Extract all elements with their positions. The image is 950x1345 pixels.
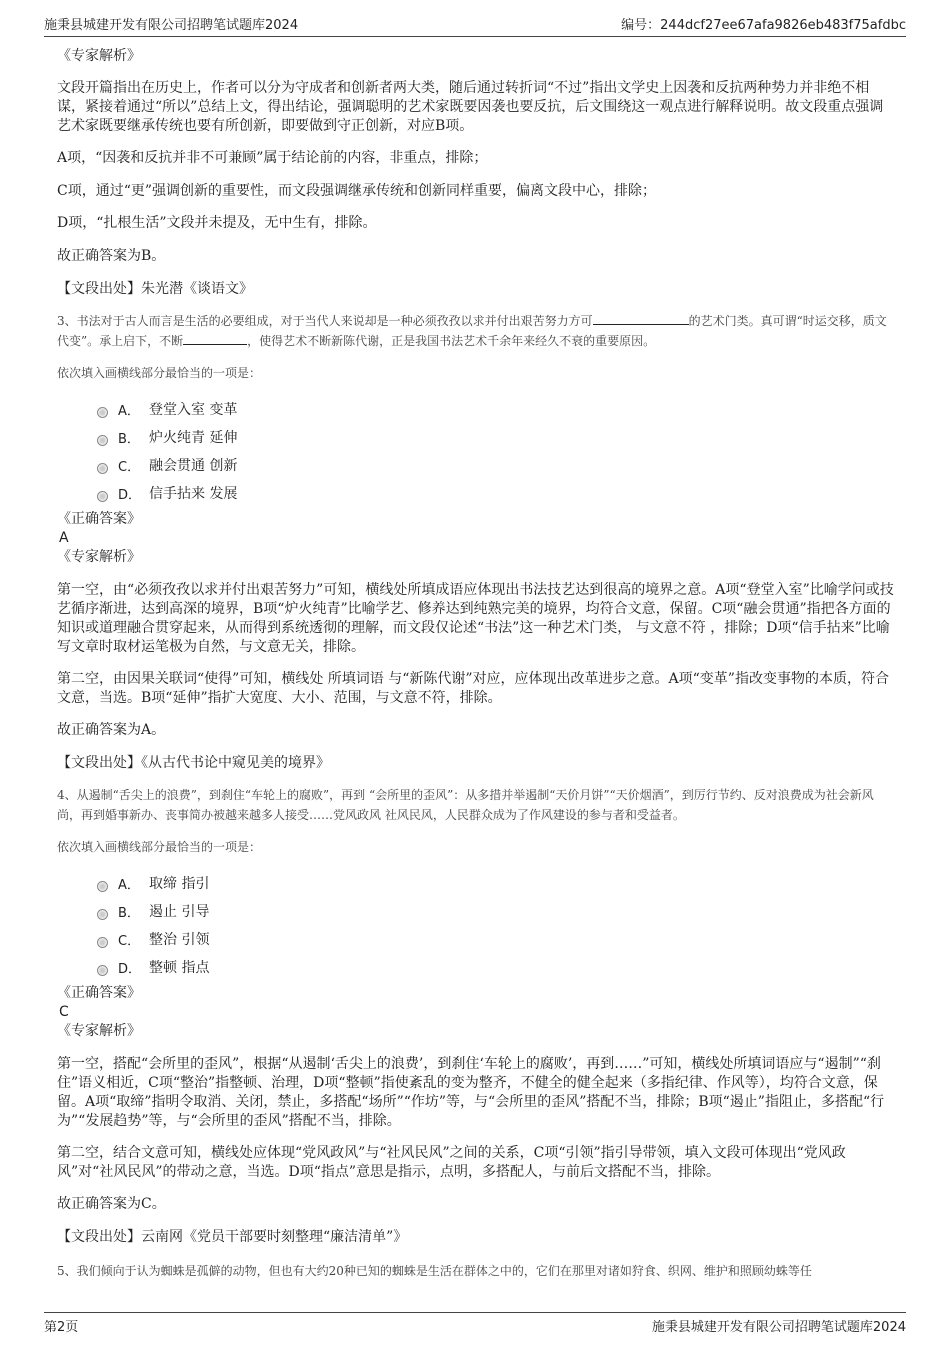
radio-icon[interactable] — [97, 407, 108, 418]
radio-icon[interactable] — [97, 491, 108, 502]
option-list — [97, 869, 897, 981]
question-stem: 4、从遏制“舌尖上的浪费”，到刹住“车轮上的腐败”，再到 “会所里的歪风”：从多措并举遏制“天价月饼”“天价烟酒”，到厉行节约、反对浪费成为社会新风尚，再到婚事新办、丧事简办被越来越多人接受……党风政风 社风民风，人民群众成为了作风建设的参与者和受益者。 — [57, 788, 874, 822]
page-content — [57, 44, 897, 1296]
option-text: 融会贯通 创新 — [149, 458, 238, 474]
source-citation: 【文段出处】《从古代书论中窥见美的境界》 — [57, 755, 330, 771]
question-stem — [57, 311, 897, 351]
header-title: 施秉县城建开发有限公司招聘笔试题库2024 — [44, 18, 299, 33]
analysis-paragraph: 第一空，由“必须孜孜以求并付出艰苦努力”可知，横线处所填成语应体现出书法技艺达到很高的境界之意。A项“登堂入室”比喻学问或技艺循序渐进，达到高深的境界，B项“炉火纯青”比喻学艺、修养达到纯熟完美的境界，均符合文意，保留。C项“融会贯通”指把各方面的知识或道理融合贯穿起来，从而得到系统透彻的理解，而文段仅论述“书法”这一种艺术门类， 与文意不符 ，排除；D项“信手拈来”比喻写文章时取材运笔极为自然，与文意无关，排除。 — [57, 582, 894, 655]
option-text: 信手拈来 发展 — [149, 486, 238, 502]
option-a[interactable] — [97, 395, 897, 423]
option-text: 遏止 引导 — [149, 904, 210, 920]
option-d[interactable] — [97, 479, 897, 507]
page-footer — [44, 1312, 906, 1338]
radio-icon[interactable] — [97, 881, 108, 892]
fill-blank — [183, 332, 247, 345]
radio-icon[interactable] — [97, 463, 108, 474]
answer-heading: 《正确答案》 — [57, 985, 141, 1001]
option-letter: C． — [118, 459, 141, 475]
option-text: 炉火纯青 延伸 — [149, 430, 238, 446]
radio-icon[interactable] — [97, 909, 108, 920]
option-text: 整顿 指点 — [149, 960, 210, 976]
option-letter: B． — [118, 431, 140, 447]
option-c[interactable] — [97, 451, 897, 479]
stem-part: ，使得艺术不断新陈代谢，正是我国书法艺术千余年来经久不衰的重要原因。 — [247, 334, 656, 348]
header-serial: 编号：244dcf27ee67afa9826eb483f75afdbc — [621, 18, 906, 33]
option-letter: D． — [118, 487, 142, 503]
final-answer: 故正确答案为B。 — [57, 248, 166, 264]
stem-part: 3、书法对于古人而言是生活的必要组成，对于当代人来说却是一种必须孜孜以求并付出艰苦努力方可 — [57, 314, 593, 328]
analysis-paragraph: 第一空，搭配“会所里的歪风”，根据“从遏制‘舌尖上的浪费’，到刹住‘车轮上的腐败’，再到……”可知，横线处所填词语应与“遏制”“刹住”语义相近，C项“整治”指整顿、治理，D项“整顿”指使紊乱的变为整齐，不健全的健全起来（多指纪律、作风等），均符合文意，保留。A项“取缔”指明令取消、关闭，禁止，多搭配“场所”“作坊”等，与“会所里的歪风”搭配不当，排除；B项“遏止”指阻止，多搭配“行为”“发展趋势”等，与“会所里的歪风”搭配不当，排除。 — [57, 1056, 885, 1129]
option-text: 登堂入室 变革 — [149, 402, 238, 418]
option-d[interactable] — [97, 953, 897, 981]
question-stem: 5、我们倾向于认为蜘蛛是孤僻的动物，但也有大约20种已知的蜘蛛是生活在群体之中的，它们在那里对诸如狩食、织网、维护和照顾幼蛛等任 — [57, 1264, 812, 1278]
final-answer: 故正确答案为A。 — [57, 722, 166, 738]
question-prompt: 依次填入画横线部分最恰当的一项是： — [57, 366, 262, 380]
option-b[interactable] — [97, 423, 897, 451]
analysis-heading: 《专家解析》 — [57, 48, 141, 64]
option-text: 取缔 指引 — [149, 876, 210, 892]
analysis-paragraph: 第二空，结合文意可知，横线处应体现“党风政风”与“社风民风”之间的关系，C项“引领”指引导带领，填入文段可体现出“党风政风”对“社风民风”的带动之意，当选。D项“指点”意思是指示，点明，多搭配人，与前后文搭配不当，排除。 — [57, 1145, 846, 1180]
radio-icon[interactable] — [97, 965, 108, 976]
final-answer: 故正确答案为C。 — [57, 1196, 166, 1212]
option-letter: A． — [118, 403, 140, 419]
option-a[interactable] — [97, 869, 897, 897]
answer-heading: 《正确答案》 — [57, 511, 141, 527]
fill-blank — [593, 312, 689, 325]
option-letter: D． — [118, 961, 142, 977]
analysis-paragraph: C项，通过“更”强调创新的重要性，而文段强调继承传统和创新同样重要，偏离文段中心，排除； — [57, 183, 657, 199]
answer-value: A — [59, 530, 69, 546]
footer-title: 施秉县城建开发有限公司招聘笔试题库2024 — [651, 1320, 906, 1335]
analysis-paragraph: 第二空，由因果关联词“使得”可知，横线处 所填词语 与“新陈代谢”对应，应体现出改革进步之意。A项“变革”指改变事物的本质，符合文意，当选。B项“延伸”指扩大宽度、大小、范围，与文意不符，排除。 — [57, 671, 889, 706]
option-list — [97, 395, 897, 507]
option-letter: A． — [118, 877, 140, 893]
option-b[interactable] — [97, 897, 897, 925]
option-letter: B． — [118, 905, 140, 921]
source-citation: 【文段出处】朱光潜《谈语文》 — [57, 281, 253, 297]
page-number: 第2页 — [44, 1320, 79, 1335]
radio-icon[interactable] — [97, 937, 108, 948]
analysis-heading: 《专家解析》 — [57, 549, 141, 565]
page-header — [44, 14, 906, 37]
answer-value: C — [59, 1004, 69, 1020]
question-prompt: 依次填入画横线部分最恰当的一项是： — [57, 840, 262, 854]
option-text: 整治 引领 — [149, 932, 210, 948]
source-citation: 【文段出处】云南网《党员干部要时刻整理“廉洁清单”》 — [57, 1229, 408, 1245]
option-letter: C． — [118, 933, 141, 949]
analysis-paragraph: D项，“扎根生活”文段并未提及，无中生有，排除。 — [57, 215, 377, 231]
stem-part: 的艺术门类。真可谓“时运交移，质文代变”。承上启下，不断 — [57, 314, 887, 348]
analysis-heading: 《专家解析》 — [57, 1023, 141, 1039]
analysis-paragraph: 文段开篇指出在历史上，作者可以分为守成者和创新者两大类，随后通过转折词“不过”指出文学史上因袭和反抗两种势力并非绝不相谋，紧接着通过“所以”总结上文，得出结论，强调聪明的艺术家既要因袭也要反抗，后文围绕这一观点进行解释说明。故文段重点强调艺术家既要继承传统也要有所创新，即要做到守正创新，对应B项。 — [57, 80, 884, 134]
radio-icon[interactable] — [97, 435, 108, 446]
option-c[interactable] — [97, 925, 897, 953]
analysis-paragraph: A项，“因袭和反抗并非不可兼顾”属于结论前的内容，非重点，排除； — [57, 150, 488, 166]
